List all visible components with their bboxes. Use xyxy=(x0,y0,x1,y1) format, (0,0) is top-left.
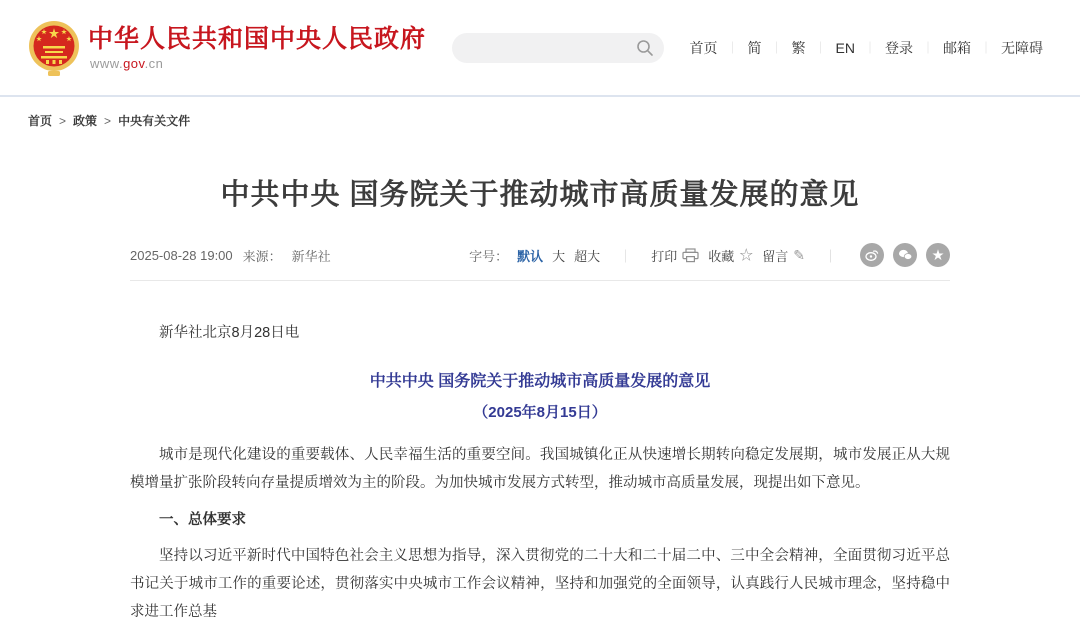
site-url xyxy=(88,56,426,71)
breadcrumb-separator: > xyxy=(104,113,112,128)
search-icon[interactable] xyxy=(636,39,654,57)
font-size-large-button[interactable]: 大 xyxy=(552,248,566,264)
national-emblem-logo xyxy=(28,19,80,77)
printer-icon xyxy=(682,248,699,263)
breadcrumb-policy[interactable]: 政策 xyxy=(73,114,98,128)
article-content xyxy=(130,177,950,626)
source-value[interactable]: 新华社 xyxy=(291,248,331,264)
svg-text:★: ★ xyxy=(65,36,73,43)
nav-item-home[interactable]: 首页 xyxy=(689,39,718,56)
comment-button[interactable] xyxy=(762,246,805,265)
font-size-label: 字号： xyxy=(469,248,509,264)
article-body xyxy=(130,319,950,626)
breadcrumb xyxy=(0,97,1080,143)
svg-text:★: ★ xyxy=(60,29,68,36)
svg-text:★: ★ xyxy=(48,27,60,40)
nav-item-accessibility[interactable]: 无障碍 xyxy=(1001,39,1043,56)
site-url-www: www. xyxy=(90,55,124,71)
pencil-icon: ✎ xyxy=(793,246,805,263)
document-date: （2025年8月15日） xyxy=(473,404,607,421)
top-nav xyxy=(680,38,1052,58)
site-url-cn: .cn xyxy=(144,55,164,71)
qzone-share-icon[interactable] xyxy=(926,243,950,267)
star-filled-icon: ★ xyxy=(931,248,944,262)
meta-right xyxy=(469,243,950,267)
weibo-share-icon[interactable] xyxy=(860,243,884,267)
header-right xyxy=(452,33,1052,63)
site-brand[interactable] xyxy=(28,19,426,77)
font-size-xlarge-button[interactable]: 超大 xyxy=(574,248,601,264)
nav-separator: ｜ xyxy=(863,41,876,55)
print-button[interactable] xyxy=(651,246,699,265)
meta-separator: ｜ xyxy=(619,248,633,264)
favorite-button[interactable] xyxy=(708,245,753,265)
nav-separator: ｜ xyxy=(770,41,783,55)
nav-item-mail[interactable]: 邮箱 xyxy=(942,39,971,56)
site-title: 中华人民共和国中央人民政府 xyxy=(88,24,427,53)
site-header xyxy=(0,0,1080,97)
nav-separator: ｜ xyxy=(979,41,992,55)
nav-item-traditional[interactable]: 繁 xyxy=(791,39,806,56)
paragraph-section-1: 坚持以习近平新时代中国特色社会主义思想为指导，深入贯彻党的二十大和二十届二中、三中全会精神，全面贯彻习近平总书记关于城市工作的重要论述，贯彻落实中央城市工作会议精神，坚持和加强党的全面领导，认真践行人民城市理念，坚持稳中求进工作总基 xyxy=(130,548,950,620)
comment-label: 留言 xyxy=(762,248,789,264)
favorite-label: 收藏 xyxy=(708,248,735,264)
font-size-default-button[interactable]: 默认 xyxy=(517,248,544,264)
brand-text xyxy=(88,25,426,71)
document-title: 中共中央 国务院关于推动城市高质量发展的意见 xyxy=(369,373,711,390)
dateline: 新华社北京8月28日电 xyxy=(159,325,300,341)
nav-item-simplified[interactable]: 简 xyxy=(747,39,762,56)
star-outline-icon: ☆ xyxy=(739,247,754,263)
article-meta-bar xyxy=(130,243,950,267)
nav-separator: ｜ xyxy=(726,41,739,55)
search-box[interactable] xyxy=(452,33,664,63)
svg-text:★: ★ xyxy=(35,36,43,43)
breadcrumb-separator: > xyxy=(59,113,67,128)
site-url-gov: gov xyxy=(123,55,145,71)
nav-separator: ｜ xyxy=(814,41,827,55)
breadcrumb-home[interactable]: 首页 xyxy=(28,114,53,128)
search-input[interactable] xyxy=(466,40,636,55)
nav-item-english[interactable]: EN xyxy=(835,39,855,56)
nav-item-login[interactable]: 登录 xyxy=(884,39,913,56)
page-title: 中共中央 国务院关于推动城市高质量发展的意见 xyxy=(220,179,860,211)
paragraph-intro: 城市是现代化建设的重要载体、人民幸福生活的重要空间。我国城镇化正从快速增长期转向稳定发展期，城市发展正从大规模增量扩张阶段转向存量提质增效为主的阶段。为加快城市发展方式转型，推动城市高质量发展，现提出如下意见。 xyxy=(130,447,950,491)
source-label: 来源： xyxy=(242,248,282,264)
breadcrumb-central-documents[interactable]: 中央有关文件 xyxy=(118,114,191,128)
wechat-share-icon[interactable] xyxy=(893,243,917,267)
meta-separator: ｜ xyxy=(823,248,837,264)
print-label: 打印 xyxy=(651,248,678,264)
share-buttons xyxy=(860,243,950,267)
meta-left xyxy=(130,246,331,265)
nav-separator: ｜ xyxy=(921,41,934,55)
publish-datetime: 2025-08-28 19:00 xyxy=(130,247,233,263)
section-heading-1: 一、总体要求 xyxy=(159,512,246,528)
svg-text:★: ★ xyxy=(40,29,48,36)
meta-divider xyxy=(130,280,950,281)
